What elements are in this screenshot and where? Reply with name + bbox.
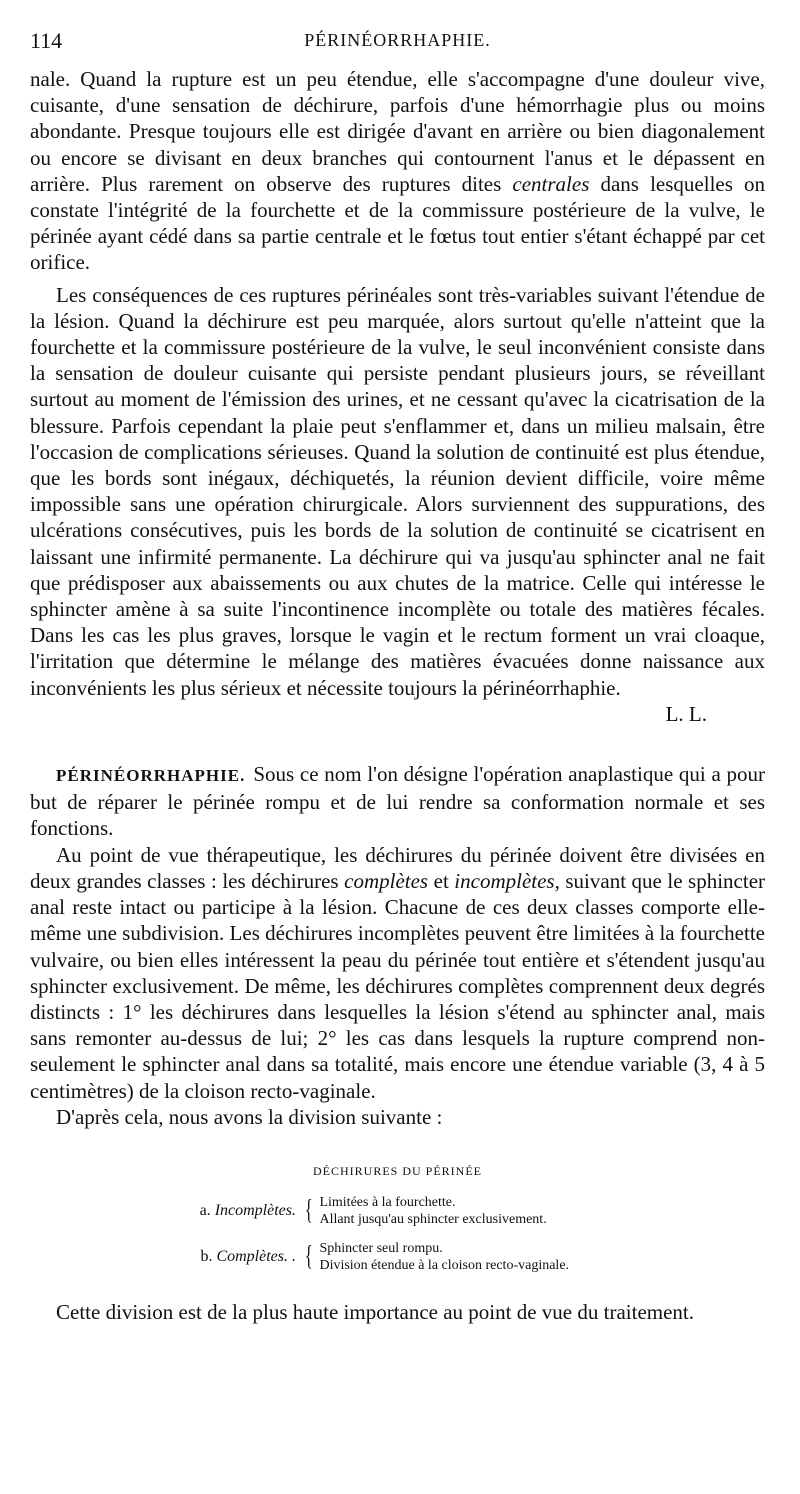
class-name: Complètes. . xyxy=(216,1247,296,1265)
brace-symbol: { xyxy=(304,1194,313,1226)
classification-title: DÉCHIRURES DU PÉRINÉE xyxy=(312,1163,482,1178)
classification-row xyxy=(176,1239,765,1275)
author-signature: L. L. xyxy=(665,701,707,726)
class-item: Sphincter seul rompu. xyxy=(319,1240,443,1256)
paragraph-text: nale. Quand la rupture est un peu étendue, elle s'accompagne d'une douleur vive, cuisante, d'une sensation de déchirure, parfois d'une hémorrhagie plus ou moins abondante. Presque toujours elle est dirigée d'avant en arrière ou bien diagonalement ou encore se divisant en deux branches qui contournent l'anus et le dépassent en arrière. Plus rarement on observe des ruptures dites xyxy=(30,67,765,196)
class-item: Allant jusqu'au sphincter exclusivement. xyxy=(319,1211,547,1227)
conclusion-paragraph: Cette division est de la plus haute importance au point de vue du traitement. xyxy=(56,1299,694,1324)
class-label xyxy=(176,1248,300,1266)
class-item: Limitées à la fourchette. xyxy=(319,1194,456,1210)
page-number: 114 xyxy=(30,28,63,53)
entry-definition xyxy=(30,761,765,842)
entry-headword: PÉRINÉORRHAPHIE. xyxy=(56,766,246,786)
class-items xyxy=(319,1194,546,1228)
brace-symbol: { xyxy=(304,1240,313,1272)
class-items xyxy=(319,1240,569,1274)
class-label xyxy=(176,1202,300,1220)
paragraph-text: et xyxy=(428,868,455,893)
class-item: Division étendue à la cloison recto-vaginale. xyxy=(319,1257,570,1273)
paragraph-text: dans lesquelles on constate l'intégrité de la fourchette et de la commissure postérieure de la vulve, le périnée ayant cédé dans sa partie centrale et le fœtus tout entier s'étant échappé par cet orifice. xyxy=(30,171,765,275)
classification-table xyxy=(176,1193,765,1275)
page-header xyxy=(30,28,765,58)
class-prefix: b. xyxy=(200,1247,213,1265)
classification-paragraph xyxy=(30,842,765,1104)
page xyxy=(30,28,765,1325)
classification-row xyxy=(176,1193,765,1229)
class-name: Incomplètes. xyxy=(214,1201,296,1219)
consequences-paragraph xyxy=(30,282,765,727)
italic-term: complètes xyxy=(344,868,429,893)
running-head: PÉRINÉORRHAPHIE. xyxy=(304,30,491,50)
continued-paragraph xyxy=(30,66,765,276)
italic-term: centrales xyxy=(512,171,590,196)
class-prefix: a. xyxy=(199,1201,211,1219)
paragraph-text: Les conséquences de ces ruptures périnéales sont très-variables suivant l'étendue de la lésion. Quand la déchirure est peu marquée, alors surtout qu'elle n'atteint que la fourchette et la commissure postérieure de la vulve, le seul inconvénient consiste dans la sensation de douleur cuisante qui persiste pendant plusieurs jours, se réveillant surtout au moment de l'émission des urines, et ne cessant qu'avec la cicatrisation de la blessure. Parfois cependant la plaie peut s'enflammer et, dans un milieu malsain, être l'occasion de complications sérieuses. Quand la solution de continuité est plus étendue, que les bords sont inégaux, déchiquetés, la réunion devient difficile, voire même impossible sans une opération chirurgicale. Alors surviennent des suppurations, des ulcérations consécutives, puis les bords de la solution de continuité se cicatrisent en laissant une infirmité permanente. La déchirure qui va jusqu'au sphincter anal ne fait que prédisposer aux abaissements ou aux chutes de la matrice. Celle qui intéresse le sphincter amène à sa suite l'incontinence incomplète ou totale des matières fécales. Dans les cas les plus graves, lorsque le vagin et le rectum forment un vrai cloaque, l'irritation que détermine le mélange des matières évacuées donne naissance aux inconvénients les plus sérieux et nécessite toujours la périnéorrhaphie. xyxy=(30,282,765,700)
division-intro: D'après cela, nous avons la division suivante : xyxy=(56,1104,443,1129)
paragraph-text: Au point de vue thérapeutique, les déchirures du périnée doivent être divisées en deux grandes classes : les déchirures xyxy=(30,842,765,893)
paragraph-text: , suivant que le sphincter anal reste intact ou participe à la lésion. Chacune de ces deux classes comporte elle-même une subdivision. Les déchirures incomplètes peuvent être limitées à la fourchette vulvaire, ou bien elles intéressent la peau du périnée tout entière et s'étendent jusqu'au sphincter exclusivement. De même, les déchirures complètes comprennent deux degrés distincts : 1° les déchirures dans lesquelles la lésion s'étend au sphincter anal, mais sans remonter au-dessus de lui; 2° les cas dans lesquels la rupture comprend non-seulement le sphincter anal dans sa totalité, mais encore une étendue variable (3, 4 à 5 centimètres) de la cloison recto-vaginale. xyxy=(30,868,766,1103)
italic-term: incomplètes xyxy=(454,868,555,893)
definition-text: Sous ce nom l'on désigne l'opération anaplastique qui a pour but de réparer le périnée rompu et de lui rendre sa conformation normale et ses fonctions. xyxy=(30,762,765,841)
